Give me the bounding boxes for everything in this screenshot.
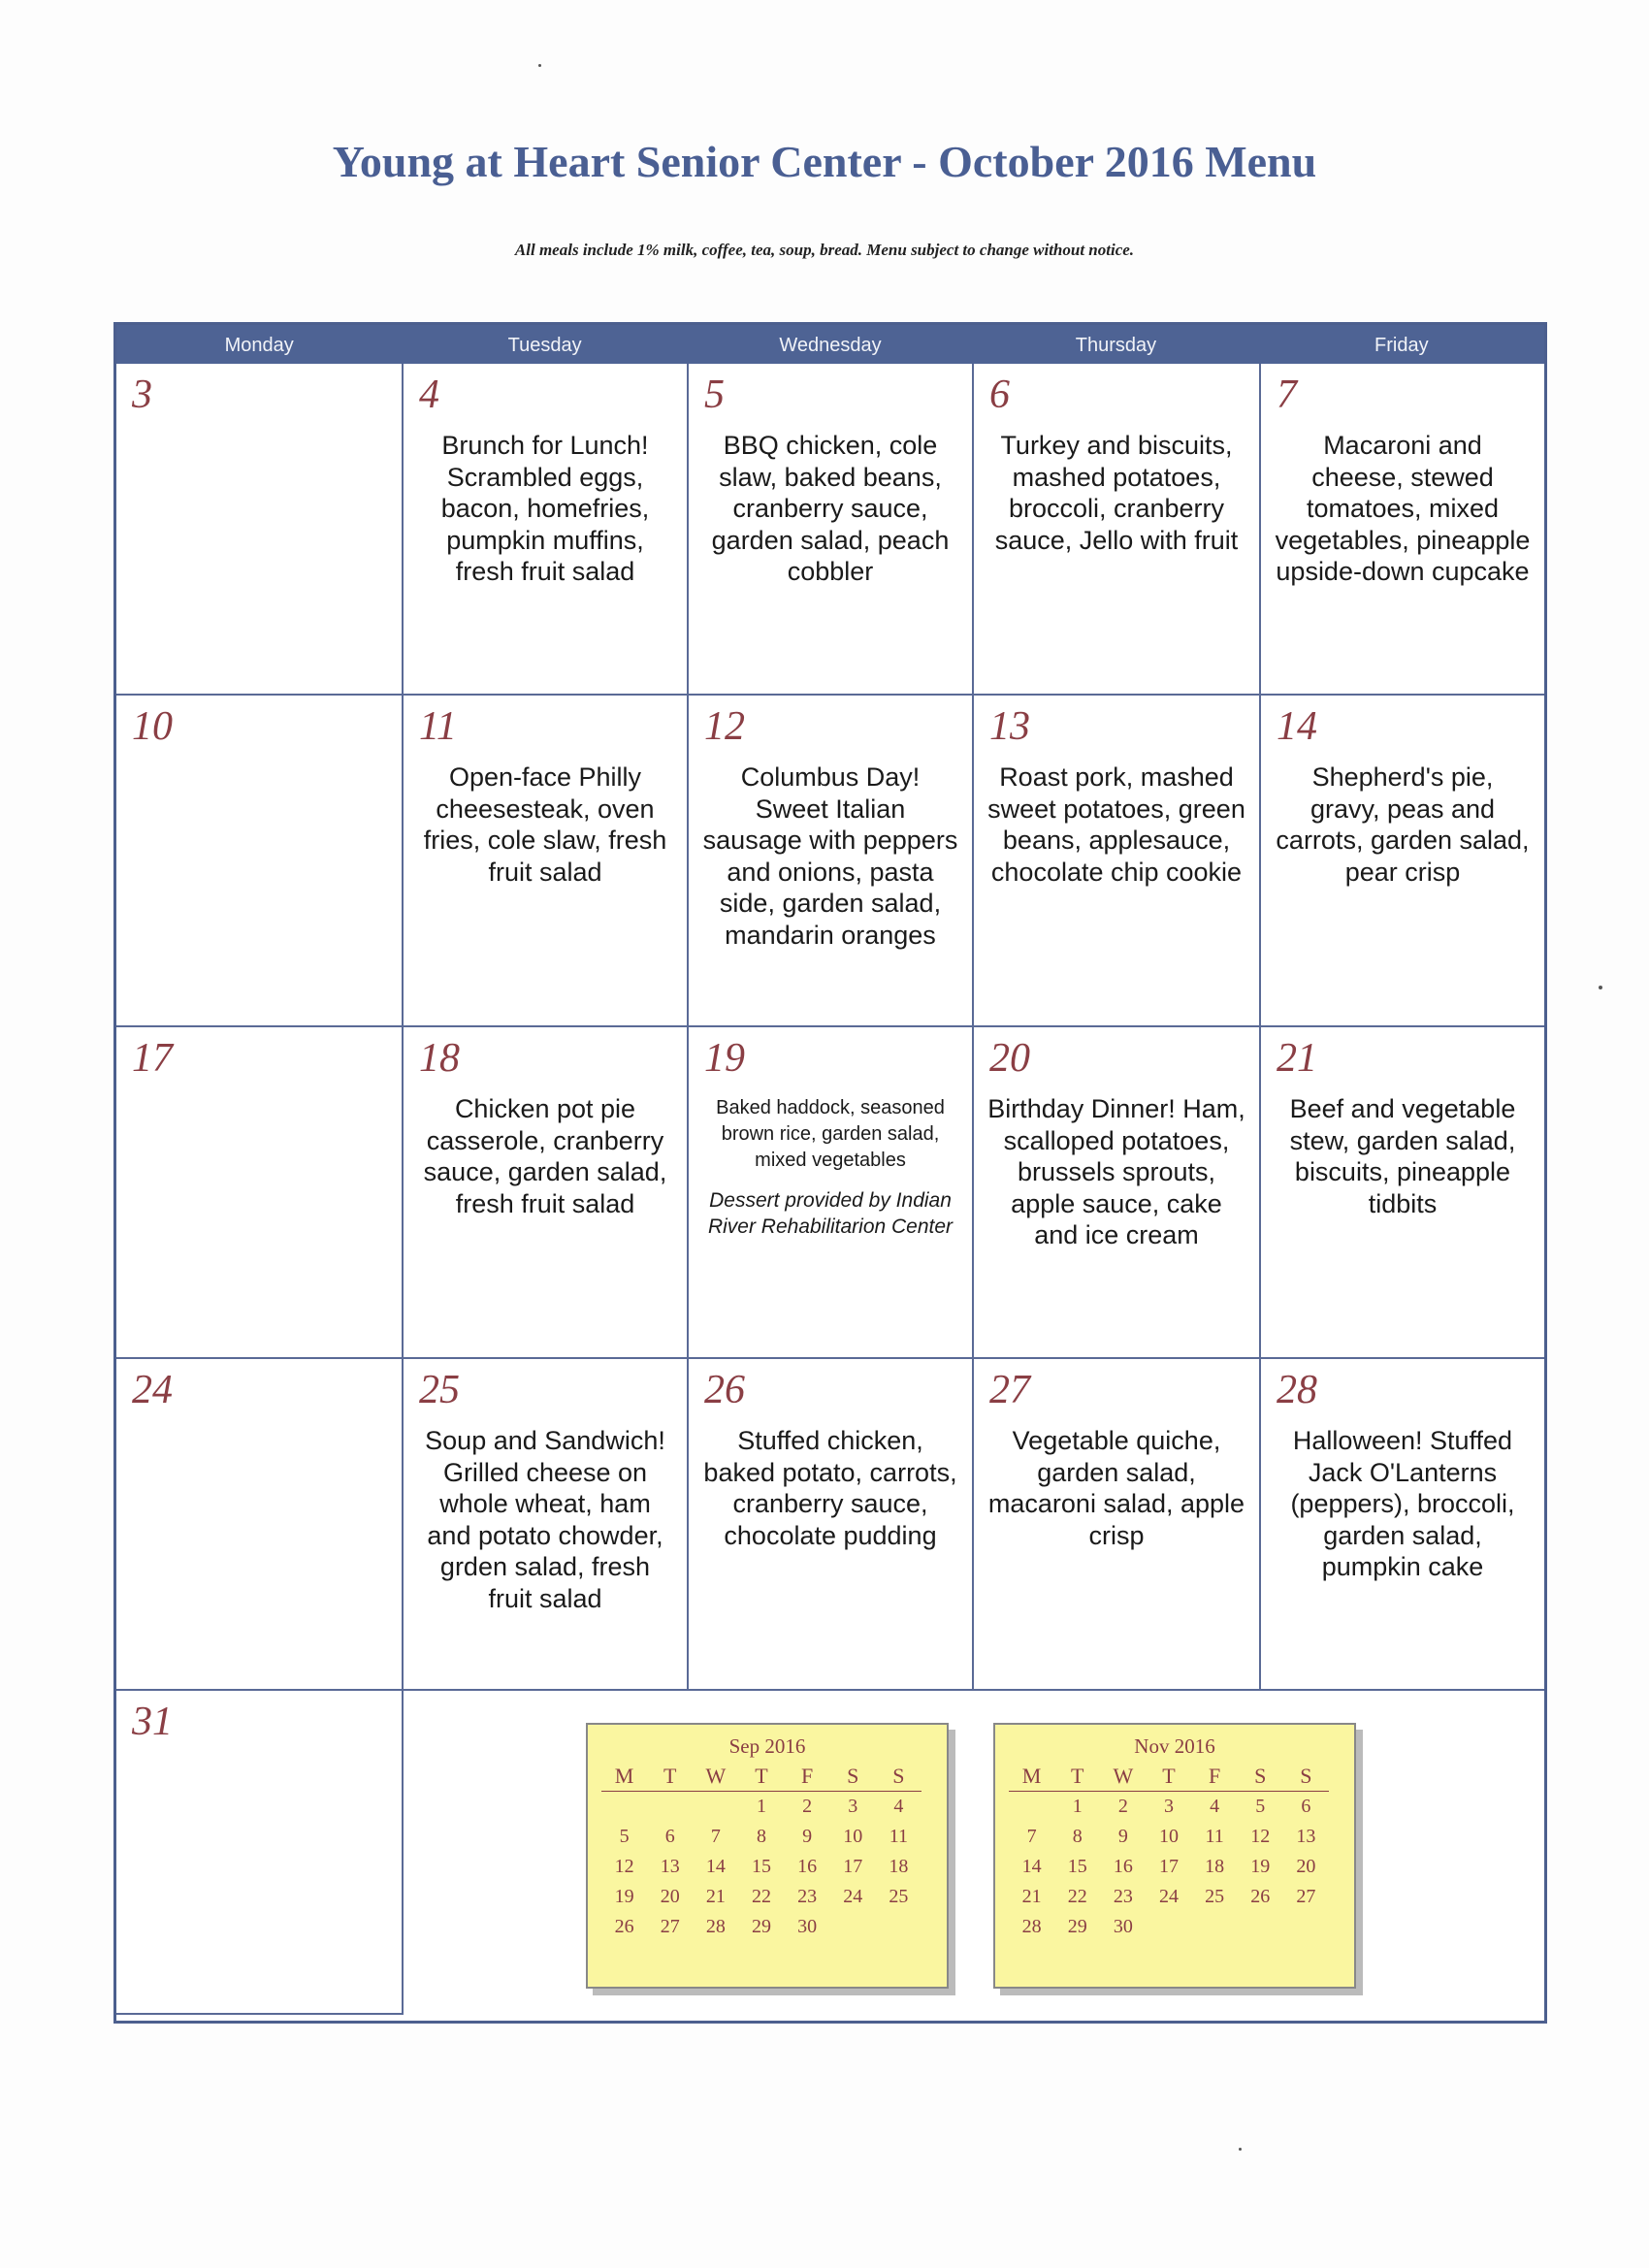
- day-number: 10: [132, 704, 173, 749]
- day-number: 24: [132, 1368, 173, 1412]
- mini-calendar-sep: [586, 1723, 949, 1989]
- day-cell: [1261, 1027, 1544, 1359]
- day-cell: [689, 696, 974, 1027]
- mini-day: 14: [705, 1856, 726, 1877]
- day-cell: [689, 364, 974, 696]
- mini-weekday-label: T: [1146, 1762, 1191, 1792]
- mini-day: 8: [1072, 1826, 1083, 1847]
- day-cell: [974, 1359, 1261, 1691]
- mini-day: 21: [705, 1886, 726, 1907]
- meal-description: [702, 430, 958, 588]
- day-number: 18: [419, 1036, 460, 1081]
- mini-day: 11: [1205, 1826, 1224, 1847]
- mini-calendar-table: [1009, 1762, 1329, 1942]
- mini-weekday-label: W: [693, 1762, 738, 1792]
- mini-day: 2: [1117, 1796, 1128, 1817]
- day-cell: [404, 364, 689, 696]
- mini-day: 29: [751, 1916, 771, 1937]
- mini-day: 3: [848, 1796, 858, 1817]
- meal-text: Stuffed chicken, baked potato, carrots, cranberry sauce, chocolate pudding: [703, 1426, 957, 1550]
- meal-text: Halloween! Stuffed Jack O'Lanterns (peppers), broccoli, garden salad, pumpkin cake: [1290, 1426, 1515, 1581]
- scan-speck: [1239, 2148, 1242, 2151]
- meal-description: [417, 1425, 673, 1614]
- mini-day: 9: [802, 1826, 813, 1847]
- mini-day: 25: [1205, 1886, 1225, 1907]
- mini-day: 23: [1113, 1886, 1133, 1907]
- meal-description: [702, 761, 958, 951]
- meal-description: [417, 761, 673, 888]
- day-number: 5: [704, 373, 725, 417]
- mini-day: 30: [1113, 1916, 1133, 1937]
- meal-note: Dessert provided by Indian River Rehabilitarion Center: [707, 1189, 954, 1238]
- day-number: 4: [419, 373, 439, 417]
- mini-day: 13: [660, 1856, 680, 1877]
- meal-text: Birthday Dinner! Ham, scalloped potatoes, brussels sprouts, apple sauce, cake and ice cream: [987, 1094, 1245, 1249]
- day-cell: [1261, 696, 1544, 1027]
- mini-day: 28: [1021, 1916, 1042, 1937]
- meal-text: Macaroni and cheese, stewed tomatoes, mixed vegetables, pineapple upside-down cupcake: [1275, 431, 1531, 586]
- day-cell: [974, 1027, 1261, 1359]
- day-number: 14: [1277, 704, 1317, 749]
- mini-day: 5: [1255, 1796, 1266, 1817]
- mini-day: [647, 1792, 693, 1822]
- day-cell: [404, 1359, 689, 1691]
- day-cell: [404, 696, 689, 1027]
- mini-day: [1009, 1792, 1054, 1822]
- mini-weekday-label: S: [1283, 1762, 1329, 1792]
- mini-day: 10: [843, 1826, 863, 1847]
- meal-description: [987, 761, 1245, 888]
- mini-weekday-label: S: [876, 1762, 922, 1792]
- mini-calendar-table: [601, 1762, 922, 1942]
- mini-day: 16: [797, 1856, 818, 1877]
- meal-text: Baked haddock, seasoned brown rice, garden salad, mixed vegetables: [716, 1097, 945, 1171]
- weekday-monday: Monday: [224, 335, 294, 356]
- day-cell: [974, 696, 1261, 1027]
- meal-text: BBQ chicken, cole slaw, baked beans, cranberry sauce, garden salad, peach cobbler: [711, 431, 950, 586]
- weekday-friday: Friday: [1374, 335, 1429, 356]
- mini-day: 7: [1026, 1826, 1037, 1847]
- meal-description: [417, 430, 673, 588]
- mini-day: 1: [756, 1796, 766, 1817]
- meal-description: [1275, 761, 1531, 888]
- mini-day: 26: [1250, 1886, 1271, 1907]
- mini-day: 29: [1067, 1916, 1087, 1937]
- weekday-header: [116, 325, 1544, 364]
- mini-day: 27: [660, 1916, 680, 1937]
- meal-description: [987, 430, 1245, 556]
- mini-day: 12: [614, 1856, 634, 1877]
- mini-weekday-label: M: [1009, 1762, 1054, 1792]
- mini-day: 13: [1296, 1826, 1316, 1847]
- weekday-tuesday: Tuesday: [507, 335, 582, 356]
- mini-day: 23: [797, 1886, 818, 1907]
- page-subtitle: All meals include 1% milk, coffee, tea, soup, bread. Menu subject to change without notice.: [514, 241, 1135, 259]
- day-number: 20: [989, 1036, 1030, 1081]
- day-number: 28: [1277, 1368, 1317, 1412]
- mini-weekday-label: M: [601, 1762, 647, 1792]
- mini-day: 4: [893, 1796, 904, 1817]
- day-cell: [116, 1691, 404, 2015]
- meal-description: [987, 1093, 1245, 1251]
- mini-weekday-label: S: [1238, 1762, 1283, 1792]
- mini-day: 4: [1210, 1796, 1220, 1817]
- mini-weekday-label: F: [1192, 1762, 1238, 1792]
- mini-day: [693, 1792, 738, 1822]
- day-number: 21: [1277, 1036, 1317, 1081]
- mini-day: 22: [1067, 1886, 1087, 1907]
- mini-day: 11: [889, 1826, 909, 1847]
- day-number: 26: [704, 1368, 745, 1412]
- day-number: 6: [989, 373, 1010, 417]
- mini-day: 20: [660, 1886, 680, 1907]
- day-number: 19: [704, 1036, 745, 1081]
- mini-day: 12: [1250, 1826, 1271, 1847]
- mini-day: 24: [843, 1886, 863, 1907]
- day-number: 17: [132, 1036, 173, 1081]
- day-cell: [1261, 1359, 1544, 1691]
- meal-description: [702, 1425, 958, 1551]
- day-cell: [116, 696, 404, 1027]
- day-number: 13: [989, 704, 1030, 749]
- meal-text: Soup and Sandwich! Grilled cheese on whole wheat, ham and potato chowder, grden salad, fresh fruit salad: [425, 1426, 665, 1613]
- day-number: 7: [1277, 373, 1297, 417]
- mini-calendar-title: Sep 2016: [728, 1734, 806, 1758]
- meal-description: [1275, 1425, 1531, 1583]
- mini-day: 17: [843, 1856, 863, 1877]
- day-number: 27: [989, 1368, 1030, 1412]
- mini-weekday-label: W: [1100, 1762, 1146, 1792]
- mini-day: 18: [889, 1856, 909, 1877]
- mini-weekday-label: F: [785, 1762, 830, 1792]
- meal-text: Chicken pot pie casserole, cranberry sauce, garden salad, fresh fruit salad: [423, 1094, 667, 1218]
- mini-day: 2: [802, 1796, 813, 1817]
- meal-text: Beef and vegetable stew, garden salad, biscuits, pineapple tidbits: [1289, 1094, 1516, 1218]
- mini-calendar-nov: [993, 1723, 1356, 1989]
- meal-text: Vegetable quiche, garden salad, macaroni salad, apple crisp: [987, 1426, 1245, 1550]
- weekday-thursday: Thursday: [1075, 335, 1157, 356]
- mini-day: 1: [1072, 1796, 1083, 1817]
- scan-speck: [538, 64, 541, 67]
- day-cell: [689, 1027, 974, 1359]
- meal-description: [987, 1425, 1245, 1551]
- meal-description: [1275, 1093, 1531, 1219]
- mini-weekday-label: T: [647, 1762, 693, 1792]
- day-number: 12: [704, 704, 745, 749]
- meal-text: Brunch for Lunch! Scrambled eggs, bacon, homefries, pumpkin muffins, fresh fruit salad: [440, 431, 650, 586]
- mini-day: [601, 1792, 647, 1822]
- mini-day: 24: [1158, 1886, 1179, 1907]
- mini-day: 8: [756, 1826, 766, 1847]
- meal-description: [1275, 430, 1531, 588]
- mini-day: 16: [1113, 1856, 1133, 1877]
- meal-text: Columbus Day! Sweet Italian sausage with peppers and onions, pasta side, garden salad, mandarin oranges: [702, 762, 958, 950]
- mini-day: 20: [1296, 1856, 1316, 1877]
- day-number: 11: [419, 704, 457, 749]
- mini-day: 15: [1067, 1856, 1087, 1877]
- mini-day: 25: [889, 1886, 909, 1907]
- day-number: 25: [419, 1368, 460, 1412]
- mini-weekday-label: T: [1054, 1762, 1100, 1792]
- day-cell: [1261, 364, 1544, 696]
- day-cell: [404, 1027, 689, 1359]
- mini-day: 5: [619, 1826, 630, 1847]
- meal-text: Turkey and biscuits, mashed potatoes, broccoli, cranberry sauce, Jello with fruit: [994, 431, 1239, 555]
- mini-day: 30: [797, 1916, 818, 1937]
- day-cell: [116, 1359, 404, 1691]
- mini-day: 6: [664, 1826, 675, 1847]
- meal-text: Roast pork, mashed sweet potatoes, green beans, applesauce, chocolate chip cookie: [987, 762, 1245, 887]
- weekday-wednesday: Wednesday: [779, 335, 882, 356]
- mini-day: 17: [1158, 1856, 1179, 1877]
- mini-day: 10: [1158, 1826, 1179, 1847]
- mini-day: 7: [710, 1826, 721, 1847]
- day-cell: [974, 364, 1261, 696]
- mini-day: 15: [751, 1856, 771, 1877]
- mini-day: 26: [614, 1916, 634, 1937]
- day-cell: [116, 1027, 404, 1359]
- mini-day: 14: [1021, 1856, 1042, 1877]
- mini-day: 6: [1301, 1796, 1311, 1817]
- meal-text: Open-face Philly cheesesteak, oven fries, cole slaw, fresh fruit salad: [423, 762, 667, 887]
- mini-day: 3: [1163, 1796, 1174, 1817]
- mini-day: 18: [1205, 1856, 1225, 1877]
- mini-day: 28: [705, 1916, 726, 1937]
- day-number: 3: [132, 373, 152, 417]
- mini-day: 19: [614, 1886, 634, 1907]
- mini-calendar-title: Nov 2016: [1134, 1734, 1215, 1758]
- mini-day: 9: [1117, 1826, 1128, 1847]
- mini-day: 27: [1296, 1886, 1316, 1907]
- mini-weekday-label: S: [830, 1762, 876, 1792]
- day-cell: [689, 1359, 974, 1691]
- page-title: Young at Heart Senior Center - October 2016 Menu: [332, 137, 1317, 186]
- day-cell: [116, 364, 404, 696]
- scan-speck: [1599, 986, 1602, 989]
- meal-description: [702, 1095, 958, 1240]
- mini-weekday-label: T: [738, 1762, 784, 1792]
- mini-day: 22: [751, 1886, 771, 1907]
- mini-day: 19: [1250, 1856, 1271, 1877]
- meal-text: Shepherd's pie, gravy, peas and carrots, garden salad, pear crisp: [1276, 762, 1530, 887]
- meal-description: [417, 1093, 673, 1219]
- mini-day: 21: [1021, 1886, 1042, 1907]
- day-number: 31: [132, 1700, 173, 1744]
